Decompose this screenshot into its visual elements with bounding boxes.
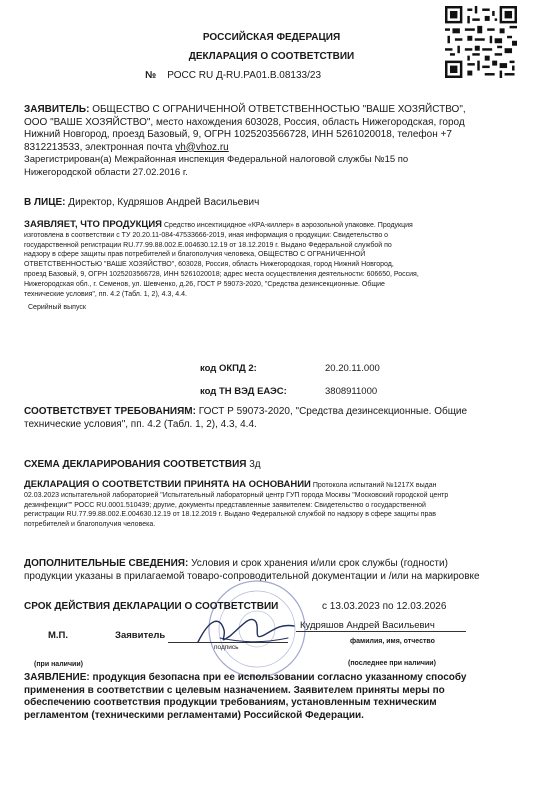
person-block — [24, 197, 259, 208]
product-line8: технические условия", пп. 4.2 (Табл. 1, 2), 4.3, 4.4. — [24, 290, 187, 298]
document-title: ДЕКЛАРАЦИЯ О СООТВЕТСТВИИ — [188, 51, 355, 62]
if-present-left: (при наличии) — [34, 661, 83, 668]
stamp-seal-icon — [202, 574, 312, 684]
basis-block — [24, 480, 534, 530]
product-line9: Серийный выпуск — [28, 304, 86, 312]
tnved-label: код ТН ВЭД ЕАЭС: — [200, 386, 287, 397]
additional-line2: продукции указаны в прилагаемой товаро-сопроводительной документации и /или на маркировке — [24, 570, 480, 582]
product-block — [24, 220, 534, 313]
signature-caption: подпись — [214, 644, 239, 651]
applicant-sign-label: Заявитель — [115, 630, 166, 641]
tnved-value: 3808911000 — [325, 386, 378, 397]
statement-line3: обеспечению соответствия продукции требованиям, установленным техническим — [24, 697, 437, 708]
number-value: РОСС RU Д-RU.РА01.В.08133/23 — [167, 70, 322, 81]
requirements-label: СООТВЕТСТВУЕТ ТРЕБОВАНИЯМ: — [24, 406, 196, 417]
statement-line4: регламентом (техническими регламентами) Российской Федерации. — [24, 709, 364, 721]
applicant-block — [24, 104, 529, 179]
product-line6: проезд Базовый, 9, ОГРН 1025203566728, ИНН 5261020018; адрес места осуществления деятельности: 606650, Россия, — [24, 270, 419, 278]
statement-label: ЗАЯВЛЕНИЕ: — [24, 672, 90, 683]
email-link[interactable]: vh@vhoz.ru — [175, 141, 229, 153]
basis-line1: Протокола испытаний №1217Х выдан — [312, 482, 437, 489]
statement-block — [24, 672, 534, 722]
applicant-line5: Зарегистрирован(а) Межрайонная инспекция Федеральной налоговой службы №15 по — [24, 154, 409, 165]
requirements-block — [24, 406, 529, 431]
if-present-right: (последнее при наличии) — [348, 660, 436, 667]
product-line2: изготовлена в соответствии с ТУ 20.20.11-084-47533666-2019, иная информация о продукции: Свидетельство о — [24, 231, 389, 239]
okpd-value: 20.20.11.000 — [325, 363, 380, 374]
scheme-label: СХЕМА ДЕКЛАРИРОВАНИЯ СООТВЕТСТВИЯ — [24, 459, 247, 470]
product-line5: ОТВЕТСТВЕННОСТЬЮ "ВАШЕ ХОЗЯЙСТВО", 603028, Россия, область Нижегородская, город Нижний Новгород, — [24, 261, 394, 269]
person-value: Директор, Кудряшов Андрей Васильевич — [68, 197, 260, 208]
name-caption: фамилия, имя, отчество — [350, 638, 435, 645]
basis-line4: регистрации RU.77.99.88.002.Е.004630.12.19 от 18.12.2019 г. Выдано Федеральной службой по надзору в сфере защиты прав — [24, 511, 437, 519]
name-line — [296, 631, 466, 632]
basis-line3: дезинфекции"" РОСС RU.0001.510439; другие, документы представленные заявителем: Свидетельство о государственной — [24, 501, 426, 509]
validity-label: СРОК ДЕЙСТВИЯ ДЕКЛАРАЦИИ О СООТВЕТСТВИИ — [24, 601, 279, 612]
declaration-number — [145, 70, 321, 81]
requirements-line1: ГОСТ Р 59073-2020, "Средства дезинсекционные. Общие — [198, 406, 468, 417]
number-sign: № — [145, 70, 157, 81]
product-line4: надзору в сфере защиты прав потребителей и благополучия человека, ОБЩЕСТВО С ОГРАНИЧЕННОЙ — [24, 251, 366, 259]
additional-label: ДОПОЛНИТЕЛЬНЫЕ СВЕДЕНИЯ: — [24, 558, 189, 569]
applicant-line1: ОБЩЕСТВО С ОГРАНИЧЕННОЙ ОТВЕТСТВЕННОСТЬЮ "ВАШЕ ХОЗЯЙСТВО", — [92, 104, 466, 115]
applicant-line3: Нижний Новгород, проезд Базовый, 9, ОГРН 1025203566728, ИНН 5261020018, телефон +7 — [24, 129, 452, 140]
product-label: ЗАЯВЛЯЕТ, ЧТО ПРОДУКЦИЯ — [24, 219, 162, 230]
stamp-place-label: М.П. — [48, 630, 69, 641]
signer-name: Кудряшов Андрей Васильевич — [300, 620, 435, 631]
applicant-line4: 8312213533, электронная почта — [24, 141, 176, 153]
okpd-label: код ОКПД 2: — [200, 363, 257, 374]
requirements-line2: технические условия", пп. 4.2 (Табл. 1, 2), 4.3, 4.4. — [24, 418, 257, 430]
basis-label: ДЕКЛАРАЦИЯ О СООТВЕТСТВИИ ПРИНЯТА НА ОСНОВАНИИ — [24, 479, 311, 490]
scheme-block — [24, 459, 261, 470]
applicant-line6: Нижегородской области 27.02.2016 г. — [24, 166, 188, 178]
country-title: РОССИЙСКАЯ ФЕДЕРАЦИЯ — [202, 32, 341, 43]
basis-line5: потребителей и благополучия человека. — [24, 521, 156, 529]
statement-line2: применения в соответствии с целевым назначением. Заявителем приняты меры по — [24, 684, 445, 696]
statement-line1: продукция безопасна при ее использовании согласно указанному способу — [92, 672, 467, 683]
scheme-value: 3д — [249, 459, 261, 470]
product-line1: Средство инсектицидное «КРА-киллер» в аэрозольной упаковке. Продукция — [163, 222, 413, 229]
validity-value: с 13.03.2023 по 12.03.2026 — [322, 601, 447, 612]
product-line7: Нижегородская обл., г. Семенов, ул. Шевченко, д.26, ГОСТ Р 59073-2020, "Средства дезинсекционные. Общие — [24, 280, 385, 288]
applicant-line2: ООО "ВАШЕ ХОЗЯЙСТВО", место нахождения 603028, Россия, область Нижегородская, город — [24, 116, 465, 128]
additional-line1: Условия и срок хранения и/или срок службы (годности) — [191, 558, 448, 569]
product-line3: государственной регистрации RU.77.99.88.002.Е.004630.12.19 от 18.12.2019 г. Выдано Федеральной службой по — [24, 241, 392, 249]
basis-line2: 02.03.2023 испытательной лабораторией "Испытательный лабораторный центр ГУП города Москвы "Московский городской центр — [24, 491, 449, 499]
applicant-label: ЗАЯВИТЕЛЬ: — [24, 104, 90, 115]
person-label: В ЛИЦЕ: — [24, 197, 66, 208]
